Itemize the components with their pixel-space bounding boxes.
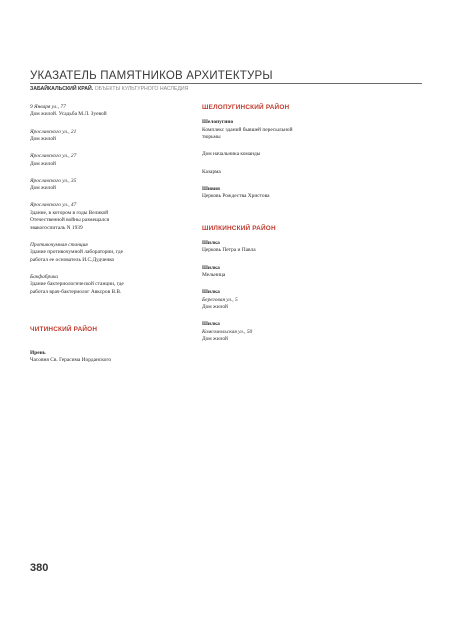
district-heading: ШЕЛОПУГИНСКИЙ РАЙОН (202, 104, 290, 111)
settlement-name: Шилка (202, 289, 220, 296)
page-number: 380 (30, 562, 49, 574)
settlement-name: Шивия (202, 185, 220, 192)
list-item (202, 169, 352, 176)
list-item (202, 240, 352, 255)
address: Ярославского ул., 47 (30, 202, 77, 209)
monument-name: Дом жилой (202, 304, 228, 311)
address: 9 Января ул., 77 (30, 104, 66, 110)
settlement-name: Шилка (202, 240, 220, 247)
settlement-name: Шилка (202, 321, 220, 328)
header-divider (30, 83, 422, 84)
monument-name-cont: тюрьмы (202, 134, 221, 141)
address: Береговая ул., 5 (202, 296, 238, 303)
list-item (202, 119, 352, 141)
list-item (30, 242, 185, 264)
list-item (202, 321, 352, 343)
header-subtitle-text: ОБЪЕКТЫ КУЛЬТУРНОГО НАСЛЕДИЯ (94, 86, 189, 92)
monument-name-cont: эвакогоспиталь N 1939 (30, 224, 83, 231)
monument-name: Дом жилой (30, 136, 56, 143)
monument-name: Дом жилой (30, 185, 56, 192)
list-item (202, 265, 352, 280)
header-region: ЗАБАЙКАЛЬСКИЙ КРАЙ. (30, 86, 94, 92)
address: Бакфабрика (30, 273, 58, 280)
monument-name: Комплекс зданий бывшей пересыльной (202, 126, 293, 133)
address: Ярославского ул., 27 (30, 153, 77, 160)
list-item (202, 186, 352, 201)
monument-name: Церковь Рождества Христова (202, 193, 270, 200)
monument-name: Дом начальника команды (202, 151, 261, 158)
district-heading: ЧИТИНСКИЙ РАЙОН (30, 326, 98, 334)
monument-name-cont: Отечественной войны размещался (30, 217, 110, 224)
monument-name-cont: работал ее основатель И.С.Дудченко (30, 256, 115, 263)
monument-name: Мельница (202, 272, 226, 279)
district-heading: ШИЛКИНСКИЙ РАЙОН (202, 224, 276, 232)
monument-name: Дом жилой (202, 336, 228, 343)
list-item (30, 178, 185, 193)
list-item (30, 274, 185, 296)
page-title: УКАЗАТЕЛЬ ПАМЯТНИКОВ АРХИТЕКТУРЫ (30, 70, 273, 82)
left-column (30, 104, 185, 374)
address: Ярославского ул., 35 (30, 177, 77, 184)
header-subtitle (30, 86, 188, 92)
address: Ярославского ул., 21 (30, 128, 77, 135)
right-column (202, 104, 352, 353)
list-item (30, 202, 185, 232)
monument-name: Казарма (202, 168, 221, 175)
monument-name: Дом жилой. Усадьба М.Л. Зуевой (30, 111, 107, 118)
settlement-name: Шилка (202, 264, 220, 271)
settlement-name: Шелопугино (202, 119, 234, 126)
list-item (30, 153, 185, 168)
monument-name: Здание, в котором в годы Великой (30, 209, 109, 216)
monument-name: Дом жилой (30, 160, 56, 167)
address: Противочумная станция (30, 241, 88, 248)
list-item (30, 129, 185, 144)
settlement-name: Ирень (30, 349, 46, 356)
address: Комсомольская ул., 50 (202, 328, 253, 335)
list-item (202, 289, 352, 311)
monument-name: Часовня Св. Герасима Иорданского (30, 356, 112, 363)
list-item (30, 104, 185, 119)
list-item (202, 151, 352, 158)
monument-name: Здание бактериологической станции, где (30, 281, 124, 288)
list-item (30, 350, 185, 365)
monument-name: Церковь Петра и Павла (202, 247, 256, 254)
monument-name-cont: работал врач-бактериолог Авксров В.В. (30, 288, 122, 295)
monument-name: Здание противочумной лаборатории, где (30, 249, 123, 256)
